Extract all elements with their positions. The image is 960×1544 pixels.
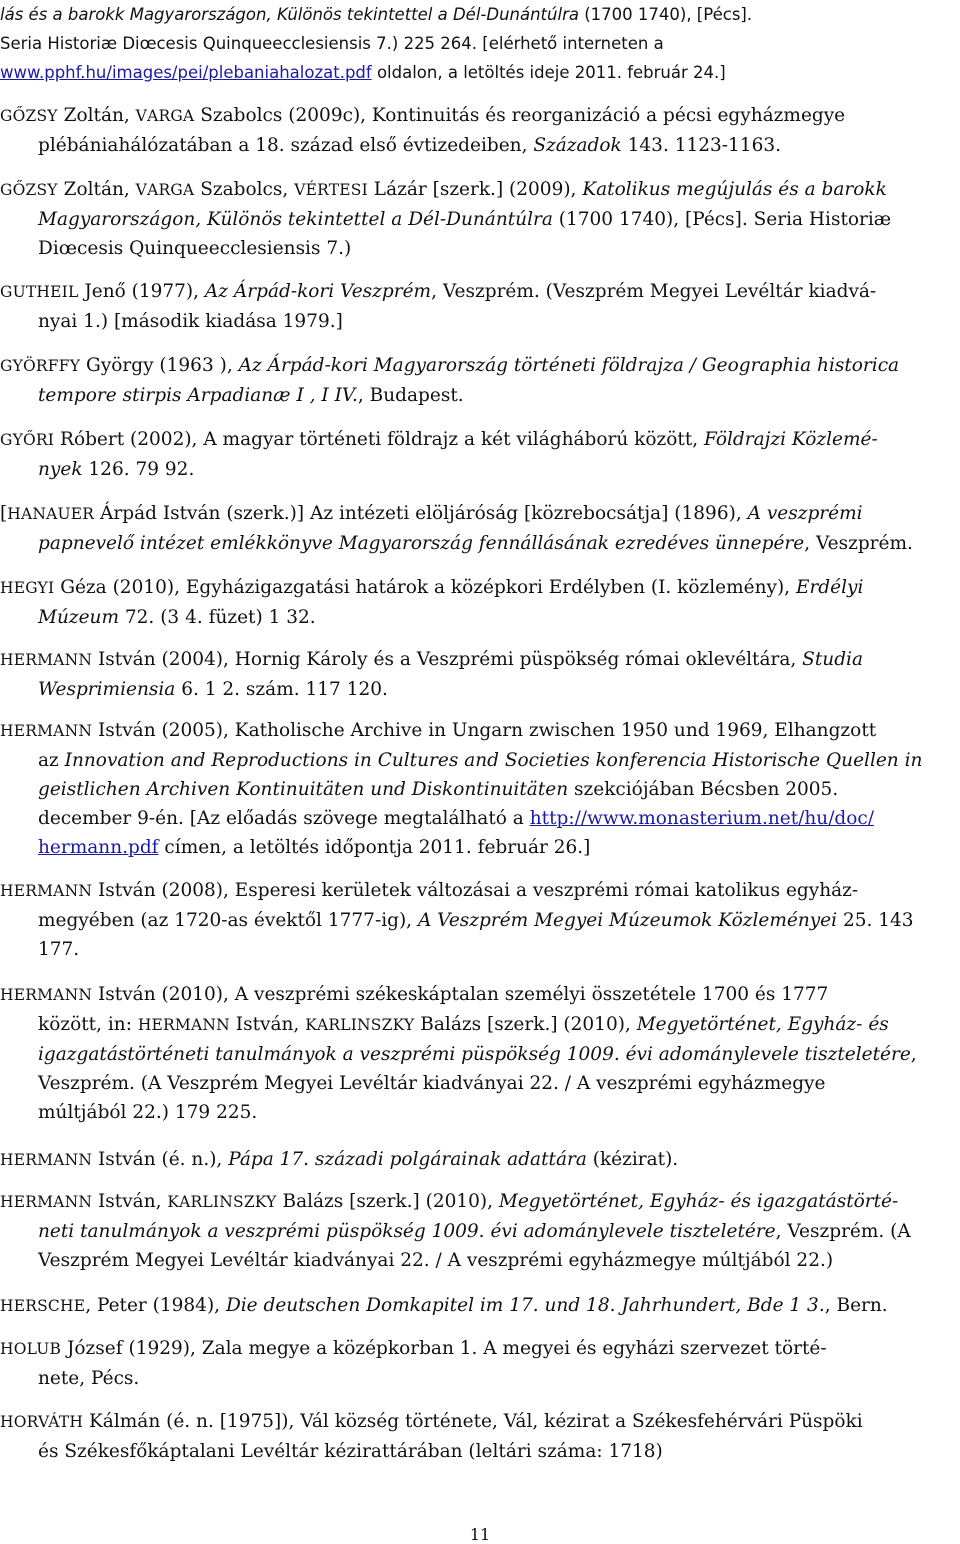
book-title: A veszprémi: [747, 503, 863, 524]
journal-title: Studia: [802, 649, 863, 670]
author-name: HERMANN: [0, 986, 93, 1004]
reference-entry: HORVÁTH Kálmán (é. n. [1975]), Vál község története, Vál, kézirat a Székesfehérvári Püspöki és Székesfőkáptalani Levéltár kézirattárában (leltári száma: 1718): [0, 1407, 956, 1466]
page-number: 11: [469, 1525, 491, 1544]
author-name: GYÖRFFY: [0, 357, 81, 375]
journal-title: nyek: [38, 459, 83, 480]
book-title: Magyarországon, Különös tekintettel a Dél-Dunántúlra: [38, 209, 553, 230]
ref-text: nyai 1.) [második kiadása 1979.]: [38, 311, 343, 332]
reference-entry: GYÖRFFY György (1963 ), Az Árpád-kori Magyarország történeti földrajza / Geographia historica tempore stirpis Arpadianæ I , I IV., Budapest.: [0, 355, 900, 406]
reference-entry: [HANAUER Árpád István (szerk.)] Az intézeti elöljáróság [közrebocsátja] (1896), A veszprémi papnevelő intézet emlékkönyve Magyarország fennállásának ezredéves ünnepére, Veszprém.: [0, 503, 913, 554]
book-title: Megyetörténet, Egyház- és igazgatástörté-: [498, 1191, 899, 1212]
author-name: GUTHEIL: [0, 283, 79, 301]
ref-text: Veszprém. (A Veszprém Megyei Levéltár kiadványai 22. / A veszprémi egyházmegye: [38, 1073, 826, 1094]
ref-text: (1700 1740), [Pécs].: [578, 5, 753, 24]
reference-entry: HERMANN István (2005), Katholische Archive in Ungarn zwischen 1950 und 1969, Elhangzott az Innovation and Reproductions in Cultures and Societies konferencia Historische Quellen in geistlichen Archiven Kontinuitäten und Diskontinuitäten szekciójában Bécsben 2005. december 9-én. [Az előadás szövege megtalálható a http://www.monasterium.net/hu/doc/ hermann.pdf címen, a letöltés időpontja 2011. február 26.]: [0, 720, 923, 858]
author-name: GYŐRI: [0, 431, 55, 449]
reference-entry: GŐZSY Zoltán, VARGA Szabolcs, VÉRTESI Lázár [szerk.] (2009), Katolikus megújulás és a barokk Magyarországon, Különös tekintettel a Dél-Dunántúlra (1700 1740), [Pécs]. Seria Historiæ Diœcesis Quinqueecclesiensis 7.): [0, 175, 956, 263]
reference-entry: HERSCHE, Peter (1984), Die deutschen Domkapitel im 17. und 18. Jahrhundert, Bde 1 3., Bern.: [0, 1295, 888, 1316]
ref-text: oldalon, a letöltés ideje 2011. február 24.]: [371, 63, 726, 82]
ref-text: Veszprém Megyei Levéltár kiadványai 22. / A veszprémi egyházmegye múltjából 22.): [38, 1250, 834, 1271]
journal-title: Múzeum: [38, 607, 120, 628]
ref-text: múltjából 22.) 179 225.: [38, 1102, 258, 1123]
reference-entry: HERMANN István (2008), Esperesi kerületek változásai a veszprémi római katolikus egyház- megyében (az 1720-as évektől 1777-ig), A Veszprém Megyei Múzeumok Közleményei 25. 143 177.: [0, 876, 956, 964]
reference-entry: HEGYI Géza (2010), Egyházigazgatási határok a középkori Erdélyben (I. közlemény), Erdélyi Múzeum 72. (3 4. füzet) 1 32.: [0, 577, 864, 628]
reference-entry: HOLUB József (1929), Zala megye a középkorban 1. A megyei és egyházi szervezet törté- nete, Pécs.: [0, 1334, 956, 1393]
ref-text: Seria Historiæ Diœcesis Quinqueecclesiensis 7.) 225 264. [elérhető interneten a: [0, 34, 664, 53]
ref-text: és Székesfőkáptalani Levéltár kézirattárában (leltári száma: 1718): [38, 1441, 663, 1462]
monasterium-link[interactable]: http://www.monasterium.net/hu/doc/: [529, 808, 875, 829]
ref-text: nete, Pécs.: [38, 1368, 140, 1389]
author-name: VARGA: [135, 107, 195, 125]
author-name: HERMANN: [137, 1016, 230, 1034]
author-name: HERMANN: [0, 651, 93, 669]
author-name: HERMANN: [0, 882, 93, 900]
journal-title: Földrajzi Közlemé-: [704, 429, 878, 450]
pphf-link[interactable]: www.pphf.hu/images/pei/plebaniahalozat.pdf: [0, 63, 372, 82]
author-name: HEGYI: [0, 579, 55, 597]
author-name: HOLUB: [0, 1340, 62, 1358]
journal-title: Erdélyi: [795, 577, 864, 598]
author-name: GŐZSY: [0, 181, 58, 199]
book-title: Megyetörténet, Egyház- és: [636, 1014, 889, 1035]
author-name: KARLINSZKY: [305, 1016, 415, 1034]
author-name: HERMANN: [0, 722, 93, 740]
author-name: VARGA: [135, 181, 195, 199]
book-title: Katolikus megújulás és a barokk: [582, 179, 887, 200]
book-title: tempore stirpis Arpadianæ I , I IV.: [38, 385, 358, 406]
reference-entry: HERMANN István (2010), A veszprémi székeskáptalan személyi összetétele 1700 és 1777 között, in: HERMANN István, KARLINSZKY Balázs [szerk.] (2010), Megyetörténet, Egyház- és igazgatástörténeti tanulmányok a veszprémi püspökség 1009. évi adománylevele tiszteletére, Veszprém. (A Veszprém Megyei Levéltár kiadványai 22. / A veszprémi egyházmegye múltjából 22.) 179 225.: [0, 980, 956, 1127]
author-name: HERSCHE: [0, 1297, 86, 1315]
book-title: neti tanulmányok a veszprémi püspökség 1009. évi adománylevele tiszteletére: [38, 1221, 776, 1242]
journal-title: Századok: [533, 135, 622, 156]
conference-title: Innovation and Reproductions in Cultures and Societies konferencia Historische Quellen in: [64, 750, 923, 771]
book-title: Pápa 17. századi polgárainak adattára: [228, 1149, 587, 1170]
reference-entry: GŐZSY Zoltán, VARGA Szabolcs (2009c), Kontinuitás és reorganizáció a pécsi egyházmegye plébániahálózatában a 18. század első évtizedeiben, Századok 143. 1123-1163.: [0, 105, 846, 156]
reference-continuation: [0, 0, 956, 87]
reference-entry: GYŐRI Róbert (2002), A magyar történeti földrajz a két világháború között, Földrajzi Közlemé- nyek 126. 79 92.: [0, 429, 878, 480]
book-title: igazgatástörténeti tanulmányok a veszprémi püspökség 1009. évi adománylevele tiszteletére: [38, 1044, 911, 1065]
ref-text: Diœcesis Quinqueecclesiensis 7.): [38, 238, 352, 259]
reference-entry: HERMANN István (é. n.), Pápa 17. századi polgárainak adattára (kézirat).: [0, 1149, 679, 1170]
author-name: HERMANN: [0, 1151, 93, 1169]
reference-entry: GUTHEIL Jenő (1977), Az Árpád-kori Veszprém, Veszprém. (Veszprém Megyei Levéltár kiadvá- nyai 1.) [második kiadása 1979.]: [0, 277, 956, 336]
ref-text: 177.: [38, 939, 80, 960]
journal-title: A Veszprém Megyei Múzeumok Közleményei: [417, 910, 838, 931]
author-name: HANAUER: [7, 505, 95, 523]
author-name: HORVÁTH: [0, 1413, 84, 1431]
author-name: HERMANN: [0, 1193, 93, 1211]
author-name: GŐZSY: [0, 107, 58, 125]
book-title: papnevelő intézet emlékkönyve Magyarország fennállásának ezredéves ünnepére: [38, 533, 805, 554]
monasterium-link-cont[interactable]: hermann.pdf: [38, 837, 159, 858]
author-name: KARLINSZKY: [167, 1193, 277, 1211]
journal-title: Wesprimiensia: [38, 679, 176, 700]
ref-title-italic: lás és a barokk Magyarországon, Különös tekintettel a Dél-Dunántúlra: [0, 5, 579, 24]
section-title: geistlichen Archiven Kontinuitäten und Diskontinuitäten: [38, 779, 569, 800]
book-title: Az Árpád-kori Magyarország történeti földrajza / Geographia historica: [238, 355, 900, 376]
author-name: VÉRTESI: [294, 181, 368, 199]
reference-entry: HERMANN István (2004), Hornig Károly és a Veszprémi püspökség római oklevéltára, Studia Wesprimiensia 6. 1 2. szám. 117 120.: [0, 649, 863, 700]
book-title: Az Árpád-kori Veszprém: [204, 281, 432, 302]
reference-entry: HERMANN István, KARLINSZKY Balázs [szerk.] (2010), Megyetörténet, Egyház- és igazgatástörté- neti tanulmányok a veszprémi püspökség 1009. évi adománylevele tiszteletére, Veszprém. (A Veszprém Megyei Levéltár kiadványai 22. / A veszprémi egyházmegye múltjából 22.): [0, 1187, 956, 1275]
book-title: Die deutschen Domkapitel im 17. und 18. Jahrhundert, Bde 1 3.: [225, 1295, 825, 1316]
